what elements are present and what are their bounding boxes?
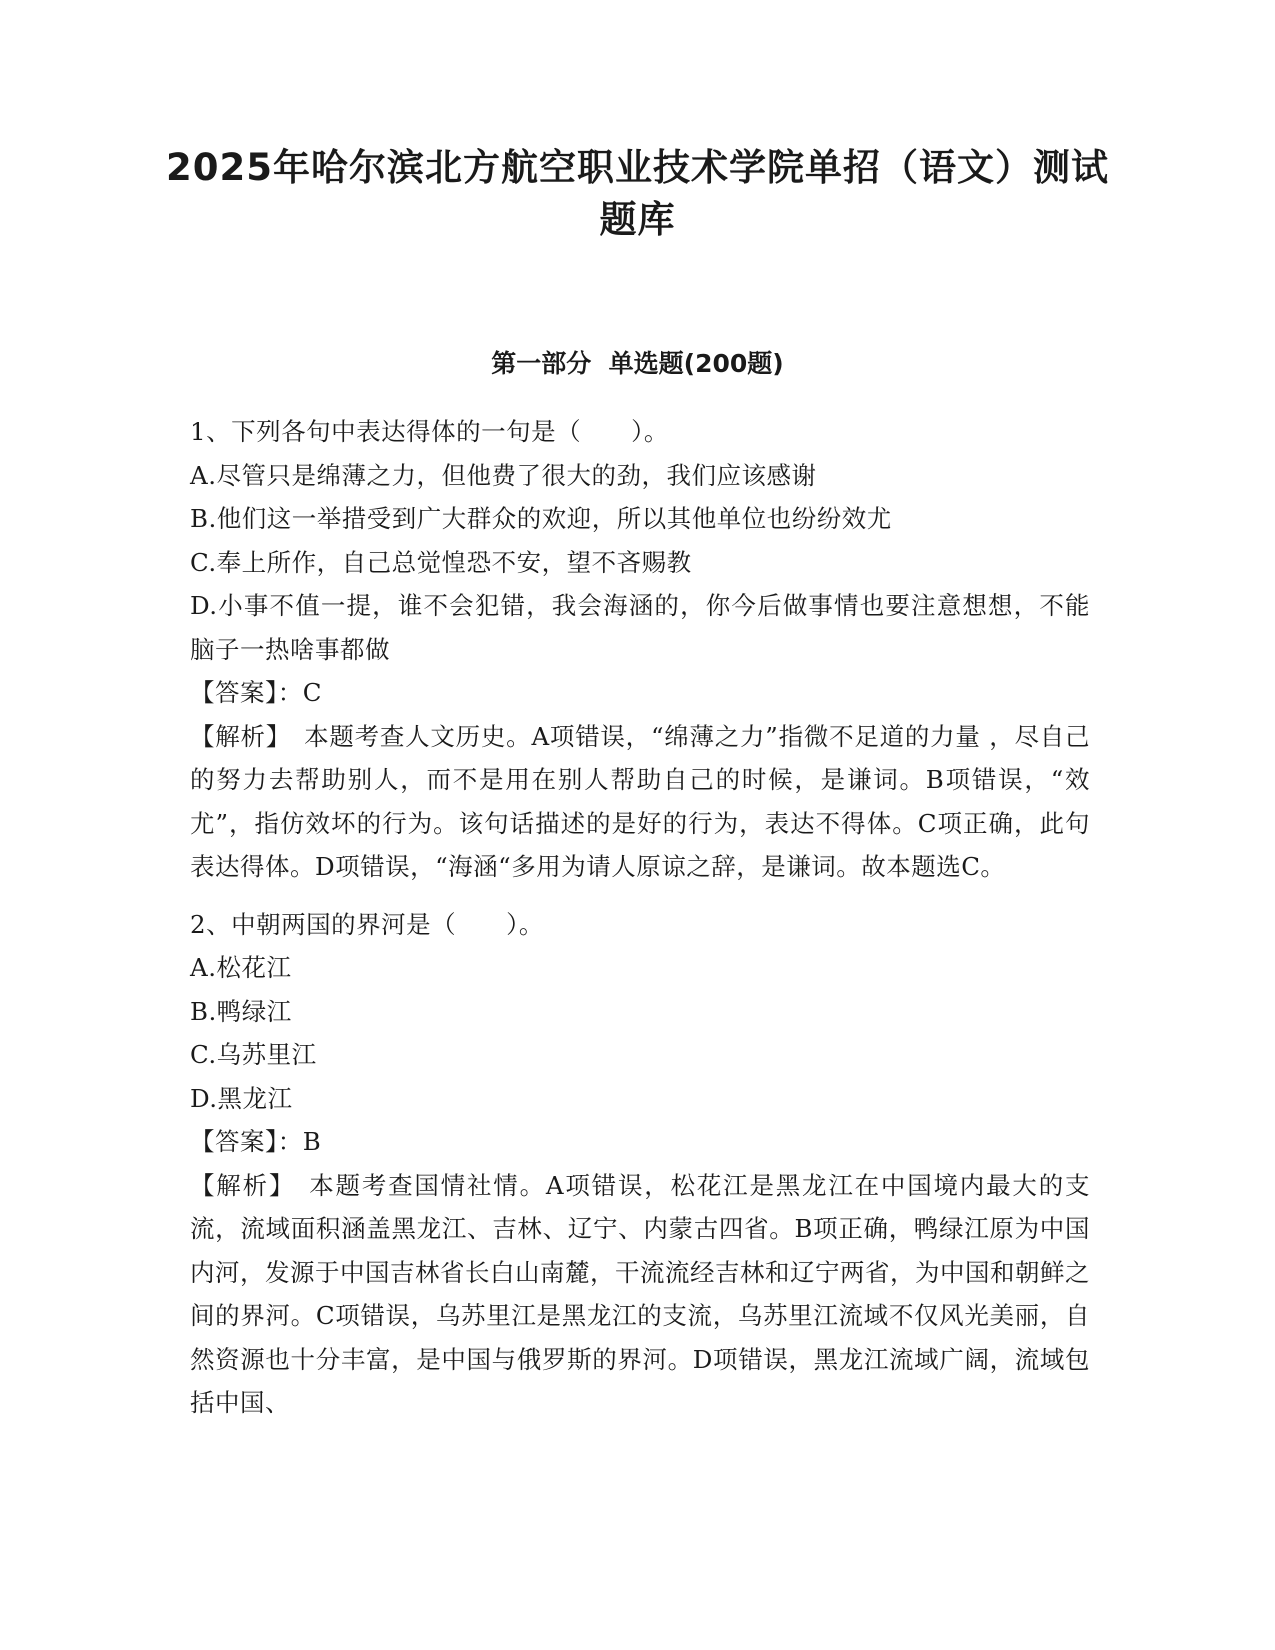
question-stem: 2、中朝两国的界河是（ ）。 [190, 909, 544, 939]
option-c: C.乌苏里江 [190, 1040, 317, 1069]
option-a: A.尽管只是绵薄之力，但他费了很大的劲，我们应该感谢 [190, 460, 817, 490]
answer-line: 【答案】：C [190, 678, 322, 707]
option-d: D.黑龙江 [190, 1083, 293, 1113]
explanation-text: 本题考查人文历史。A项错误，“绵薄之力”指微不足道的力量 ，尽自己的努力去帮助别人，而不是用在别人帮助自己的时候，是谦词。B项错误，“效尤”，指仿效坏的行为。该句话描述的是好的行为，表达不得体。C项正确，此句表达得体。D项错误，“海涵“多用为请人原谅之辞，是谦词。故本题选C。 [190, 721, 1091, 881]
question-stem: 1、下列各句中表达得体的一句是（ ）。 [190, 417, 669, 446]
explanation-label: 【解析】 [190, 721, 305, 751]
explanation-text: 本题考查国情社情。A项错误，松花江是黑龙江在中国境内最大的支流，流域面积涵盖黑龙江、吉林、辽宁、内蒙古四省。B项正确，鸭绿江原为中国内河，发源于中国吉林省长白山南麓，干流流经吉林和辽宁两省，为中国和朝鲜之间的界河。C项错误，乌苏里江是黑龙江的支流，乌苏里江流域不仅风光美丽，自然资源也十分丰富，是中国与俄罗斯的界河。D项错误，黑龙江流域广阔，流域包括中国、 [190, 1170, 1090, 1417]
document-title: 2025年哈尔滨北方航空职业技术学院单招（语文）测试题库 [166, 146, 1109, 241]
question-1 [190, 410, 1090, 889]
option-d: D.小事不值一提，谁不会犯错，我会海涵的，你今后做事情也要注意想想，不能脑子一热啥事都做 [190, 591, 1090, 664]
explanation [190, 715, 1090, 889]
explanation-label: 【解析】 [190, 1170, 310, 1200]
option-c: C.奉上所作，自己总觉惶恐不安，望不吝赐教 [190, 547, 692, 577]
explanation [190, 1164, 1090, 1425]
question-2 [190, 903, 1090, 1425]
question-list [190, 410, 1090, 1425]
option-b: B.鸭绿江 [190, 996, 292, 1026]
option-b: B.他们这一举措受到广大群众的欢迎，所以其他单位也纷纷效尤 [190, 504, 892, 533]
answer-line: 【答案】：B [190, 1127, 322, 1156]
section-heading: 第一部分 单选题(200题) [491, 349, 784, 378]
option-a: A.松花江 [190, 953, 292, 982]
